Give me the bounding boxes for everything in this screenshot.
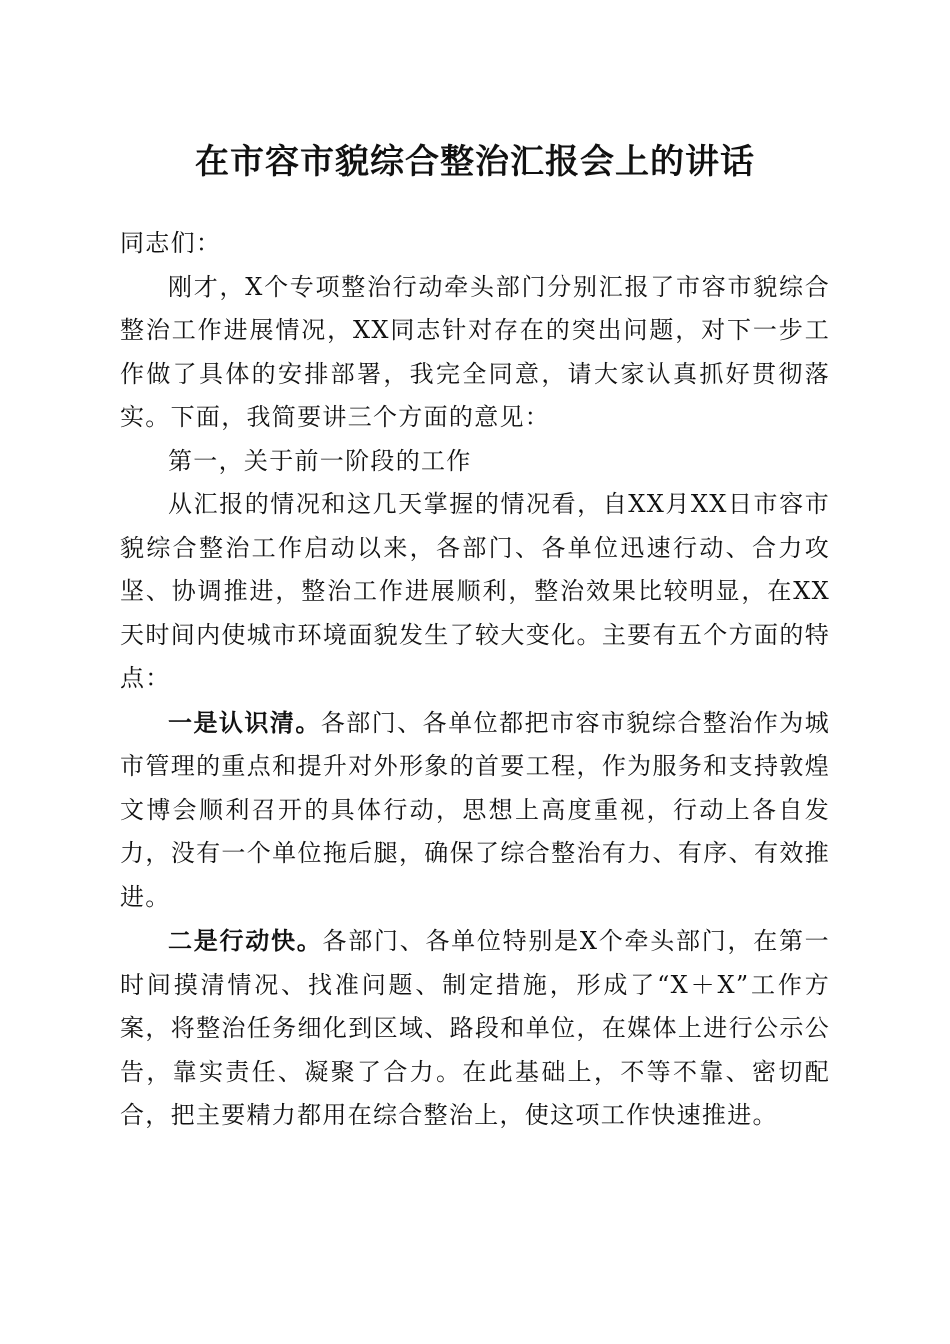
section-1-intro-paragraph: 从汇报的情况和这几天掌握的情况看，自XX月XX日市容市貌综合整治工作启动以来，各部门、各单位迅速行动、合力攻坚、协调推进，整治工作进展顺利，整治效果比较明显，在XX天时间内使城市环境面貌发生了较大变化。主要有五个方面的特点： xyxy=(120,490,830,692)
point-2-paragraph xyxy=(120,919,830,1138)
opening-paragraph: 刚才，X个专项整治行动牵头部门分别汇报了市容市貌综合整治工作进展情况，XX同志针对存在的突出问题，对下一步工作做了具体的安排部署，我完全同意，请大家认真抓好贯彻落实。下面，我简要讲三个方面的意见： xyxy=(120,272,830,431)
point-2-text: 各部门、各单位特别是X个牵头部门，在第一时间摸清情况、找准问题、制定措施，形成了“X＋X”工作方案，将整治任务细化到区域、路段和单位，在媒体上进行公示公告，靠实责任、凝聚了合力。在此基础上，不等不靠、密切配合，把主要精力都用在综合整治上，使这项工作快速推进。 xyxy=(120,927,830,1129)
section-heading-1: 第一，关于前一阶段的工作 xyxy=(168,446,472,475)
document-body xyxy=(120,222,830,1138)
point-1-lead: 一是认识清。 xyxy=(168,707,321,737)
point-1-text: 各部门、各单位都把市容市貌综合整治作为城市管理的重点和提升对外形象的首要工程，作为服务和支持敦煌文博会顺利召开的具体行动，思想上高度重视，行动上各自发力，没有一个单位拖后腿，确保了综合整治有力、有序、有效推进。 xyxy=(120,708,830,911)
salutation: 同志们： xyxy=(120,229,222,257)
point-1-paragraph xyxy=(120,701,830,920)
document-page xyxy=(120,0,830,1138)
document-title: 在市容市貌综合整治汇报会上的讲话 xyxy=(195,142,755,182)
point-2-lead: 二是行动快。 xyxy=(168,926,323,955)
